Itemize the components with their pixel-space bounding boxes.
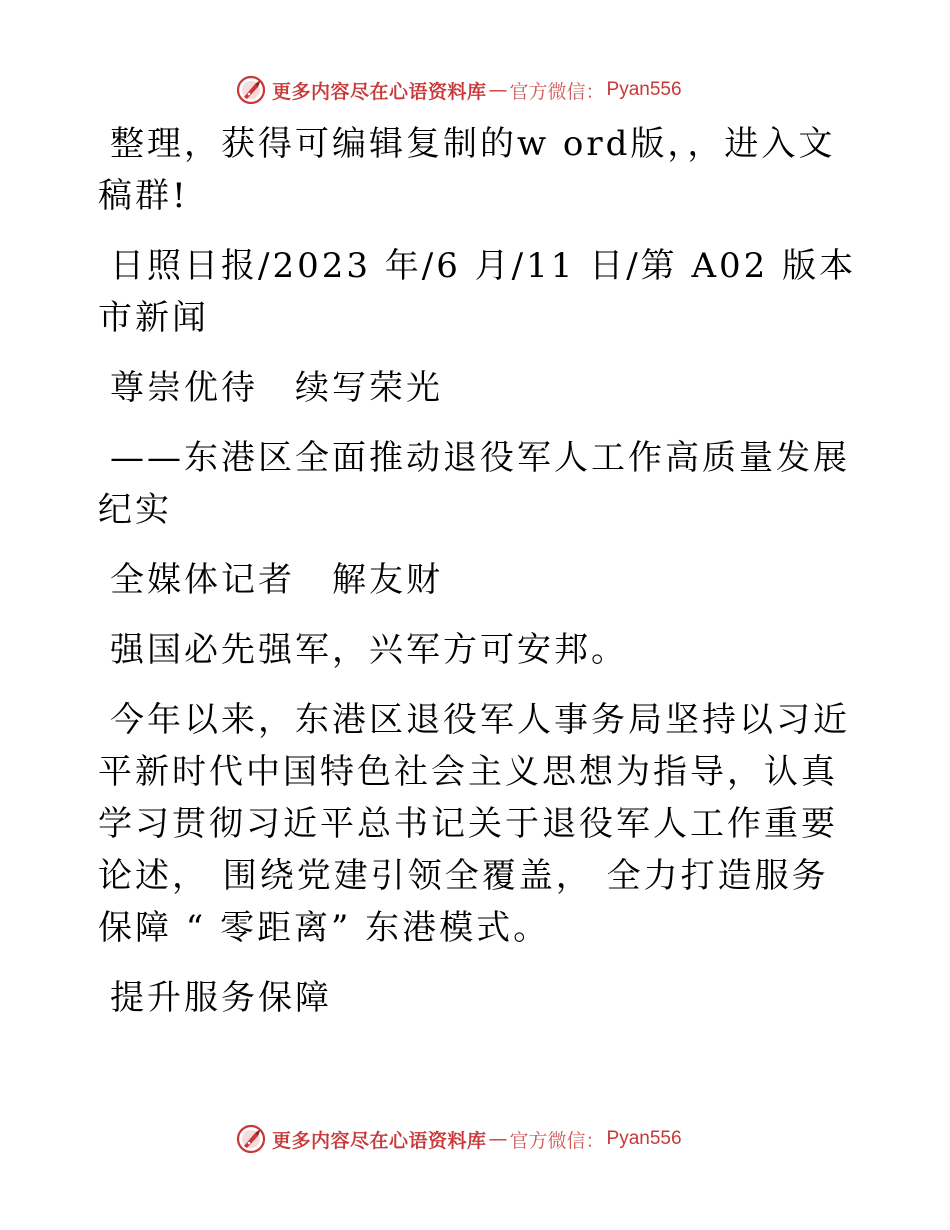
section-heading: 提升服务保障 [110, 978, 332, 1018]
footer-brand-text: 更多内容尽在心语资料库 [272, 1129, 487, 1152]
header-wechat-label: 官方微信： [509, 80, 605, 103]
header-watermark [236, 73, 682, 107]
footer-dash: — [488, 1128, 508, 1150]
article-byline: 全媒体记者 解友财 [110, 560, 443, 600]
paragraph-lead: 强国必先强军，兴军方可安邦。 [110, 630, 628, 670]
footer-wechat-id: Pyan556 [606, 1128, 682, 1149]
paragraph-source-line: 日照日报/2023 年/6 月/11 日/第 A02 版本市新闻 [98, 246, 857, 338]
paragraph-intro-note: 整理，获得可编辑复制的w ord版，，进入文稿群! [98, 124, 836, 216]
article-subtitle: ——东港区全面推动退役军人工作高质量发展纪实 [98, 438, 850, 530]
paragraph-body: 今年以来，东港区退役军人事务局坚持以习近平新时代中国特色社会主义思想为指导，认真学习贯彻习近平总书记关于退役军人工作重要论述， 围绕党建引领全覆盖， 全力打造服务保障 “ 零距离” 东港模式。 [98, 700, 850, 948]
article-title: 尊崇优待 续写荣光 [110, 368, 443, 408]
pen-nib-logo-icon [236, 75, 266, 105]
pen-nib-logo-icon [236, 1124, 266, 1154]
header-wechat-id: Pyan556 [606, 79, 682, 100]
footer-watermark [236, 1122, 682, 1156]
article-body [98, 118, 858, 1042]
footer-wechat-label: 官方微信： [509, 1129, 605, 1152]
header-dash: — [488, 79, 508, 101]
header-brand-text: 更多内容尽在心语资料库 [272, 80, 487, 103]
